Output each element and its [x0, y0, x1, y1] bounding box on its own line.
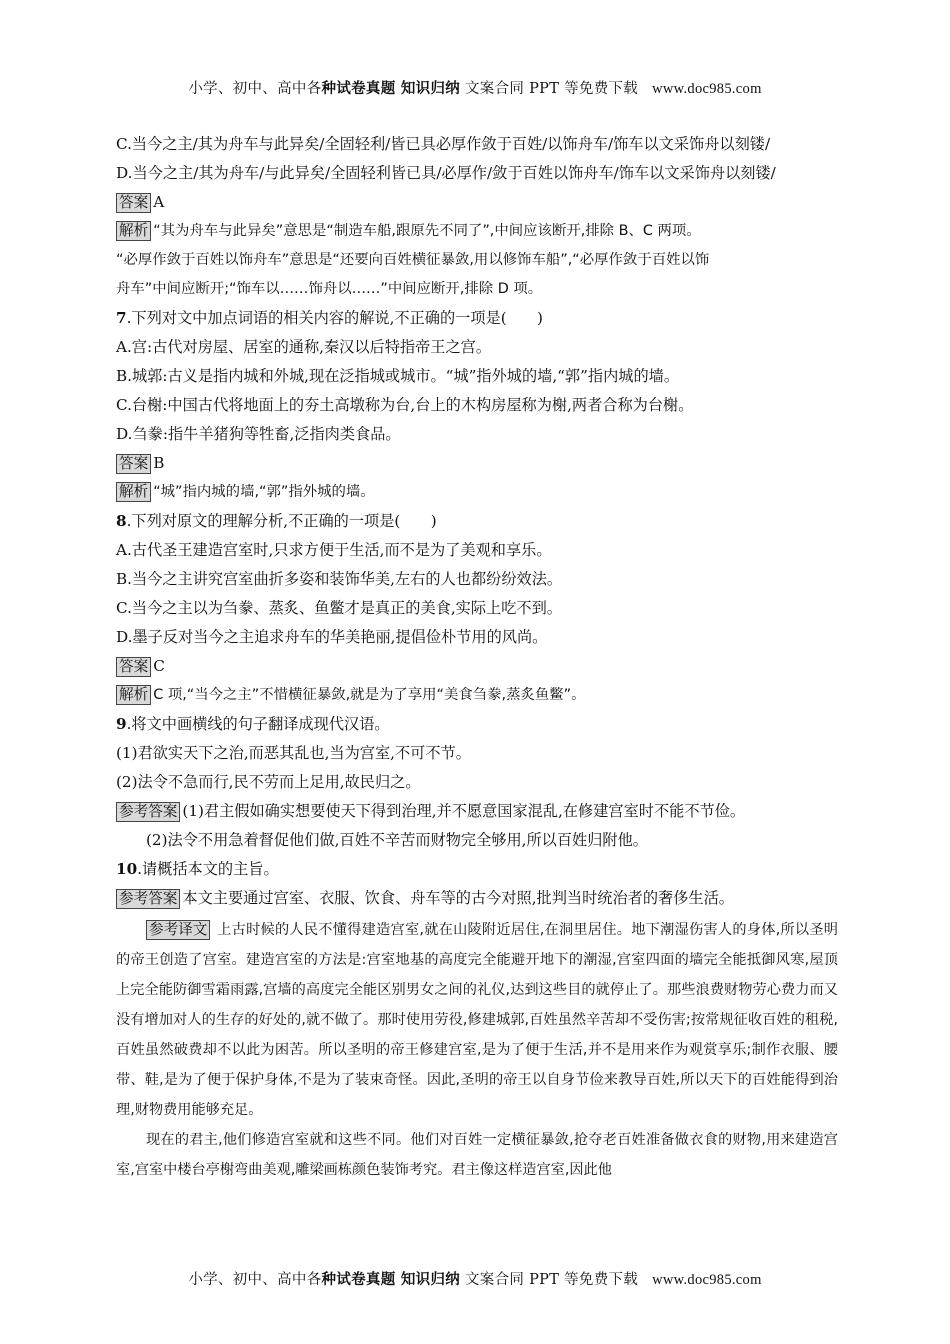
analysis-tag: 解析 [116, 221, 151, 241]
q8-analysis [116, 681, 838, 710]
q9-stem [116, 710, 838, 739]
answer-tag: 答案 [116, 454, 151, 474]
question-number: 8 [116, 512, 127, 530]
header-suffix: 文案合同 PPT 等免费下载 [460, 81, 639, 97]
q7-option-a: A.宫:古代对房屋、居室的通称,秦汉以后特指帝王之宫。 [116, 338, 492, 356]
answer-value: C [153, 657, 165, 675]
question-number: 10 [116, 860, 138, 878]
reference-answer-tag: 参考答案 [116, 889, 180, 909]
translation-paragraph-1 [116, 915, 838, 1125]
q7-option-c: C.台榭:中国古代将地面上的夯土高墩称为台,台上的木构房屋称为榭,两者合称为台榭。 [116, 396, 694, 414]
header-url[interactable]: www.doc985.com [652, 81, 762, 97]
q7-answer [116, 449, 838, 478]
q7-analysis [116, 478, 838, 507]
answer-value: A [153, 193, 165, 211]
translation-text-1: 上古时候的人民不懂得建造宫室,就在山陵附近居住,在洞里居住。地下潮湿伤害人的身体,所以圣明的帝王创造了宫室。建造宫室的方法是:宫室地基的高度完全能避开地下的潮湿,宫室四面的墙完全能抵御风寒,屋顶上完全能防御雪霜雨露,宫墙的高度完全能区别男女之间的礼仪,达到这些目的就停止了。那些浪费财物劳心费力而又没有增加对人的生存的好处的,就不做了。那时使用劳役,修建城郭,百姓虽然辛苦却不受伤害;按常规征收百姓的租税,百姓虽然破费却不以此为困苦。所以圣明的帝王修建宫室,是为了便于生活,并不是用来作为观赏享乐;制作衣服、腰带、鞋,是为了便于保护身体,不是为了装束奇怪。因此,圣明的帝王以自身节俭来教导百姓,所以天下的百姓能得到治理,财物费用能够充足。 [116, 922, 838, 1118]
reference-answer-tag: 参考答案 [116, 802, 180, 822]
q8-option-a: A.古代圣王建造宫室时,只求方便于生活,而不是为了美观和享乐。 [116, 541, 552, 559]
reference-answer-1: (1)君主假如确实想要使天下得到治理,并不愿意国家混乱,在修建宫室时不能不节俭。 [182, 802, 746, 820]
q9-reference-2: (2)法令不用急着督促他们做,百姓不辛苦而财物完全够用,所以百姓归附他。 [146, 831, 648, 849]
q6-answer [116, 188, 838, 217]
question-text: .请概括本文的主旨。 [137, 860, 279, 878]
q9-sentence-2: (2)法令不急而行,民不劳而上足用,故民归之。 [116, 773, 421, 791]
question-text: .下列对原文的理解分析,不正确的一项是( ) [126, 512, 437, 530]
q7-option-b: B.城郭:古义是指内城和外城,现在泛指城或城市。“城”指外城的墙,“郭”指内城的墙。 [116, 367, 680, 385]
q8-answer [116, 652, 838, 681]
question-text: .将文中画横线的句子翻译成现代汉语。 [126, 715, 390, 733]
question-text: .下列对文中加点词语的相关内容的解说,不正确的一项是( ) [126, 309, 543, 327]
document-body [116, 130, 838, 1185]
footer-suffix: 文案合同 PPT 等免费下载 [460, 1272, 639, 1288]
translation-tag: 参考译文 [146, 920, 210, 940]
q9-sentence-1: (1)君欲实天下之治,而恶其乱也,当为宫室,不可不节。 [116, 744, 471, 762]
footer-bold: 种试卷真题 知识归纳 [321, 1271, 461, 1288]
translation-paragraph-2 [116, 1125, 838, 1185]
q6-analysis-line2: “必厚作敛于百姓以饰舟车”意思是“还要向百姓横征暴敛,用以修饰车船”,“必厚作敛于百姓以饰 [116, 252, 710, 268]
header-bold: 种试卷真题 知识归纳 [321, 80, 461, 97]
answer-value: B [153, 454, 165, 472]
q8-option-b: B.当今之主讲究宫室曲折多姿和装饰华美,左右的人也都纷纷效法。 [116, 570, 563, 588]
answer-tag: 答案 [116, 193, 151, 213]
page-header [0, 77, 950, 98]
answer-tag: 答案 [116, 657, 151, 677]
q8-option-d: D.墨子反对当今之主追求舟车的华美艳丽,提倡俭朴节用的风尚。 [116, 628, 548, 646]
q10-stem [116, 855, 838, 884]
header-prefix: 小学、初中、高中各 [188, 81, 322, 97]
analysis-text: C 项,“当今之主”不惜横征暴敛,就是为了享用“美食刍豢,蒸炙鱼鳖”。 [153, 687, 586, 703]
q6-analysis-line3: 舟车”中间应断开;“饰车以……饰舟以……”中间应断开,排除 D 项。 [116, 281, 543, 297]
q6-option-d: D.当今之主/其为舟车/与此异矣/全固轻利皆已具/必厚作/敛于百姓以饰舟车/饰车以文采饰舟以刻镂/ [116, 164, 776, 182]
analysis-text: “其为舟车与此异矣”意思是“制造车船,跟原先不同了”,中间应该断开,排除 B、C 两项。 [153, 223, 701, 239]
q6-option-c: C.当今之主/其为舟车与此异矣/全固轻利/皆已具必厚作敛于百姓/以饰舟车/饰车以文采饰舟以刻镂/ [116, 135, 771, 153]
q7-option-d: D.刍豢:指牛羊猪狗等牲畜,泛指肉类食品。 [116, 425, 401, 443]
reference-answer: 本文主要通过宫室、衣服、饮食、舟车等的古今对照,批判当时统治者的奢侈生活。 [182, 889, 734, 907]
footer-url[interactable]: www.doc985.com [652, 1272, 762, 1288]
q10-reference [116, 884, 838, 913]
analysis-tag: 解析 [116, 685, 151, 705]
translation-text-2: 现在的君主,他们修造宫室就和这些不同。他们对百姓一定横征暴敛,抢夺老百姓准备做衣食的财物,用来建造宫室,宫室中楼台亭榭弯曲美观,雕梁画栋颜色装饰考究。君主像这样造宫室,因此他 [116, 1132, 838, 1178]
question-number: 9 [116, 715, 127, 733]
q6-analysis [116, 217, 838, 246]
analysis-text: “城”指内城的墙,“郭”指外城的墙。 [153, 484, 375, 500]
page-footer [0, 1268, 950, 1289]
footer-prefix: 小学、初中、高中各 [188, 1272, 322, 1288]
q9-reference [116, 797, 838, 826]
q8-stem [116, 507, 838, 536]
analysis-tag: 解析 [116, 482, 151, 502]
q8-option-c: C.当今之主以为刍豢、蒸炙、鱼鳖才是真正的美食,实际上吃不到。 [116, 599, 562, 617]
question-number: 7 [116, 309, 127, 327]
q7-stem [116, 304, 838, 333]
